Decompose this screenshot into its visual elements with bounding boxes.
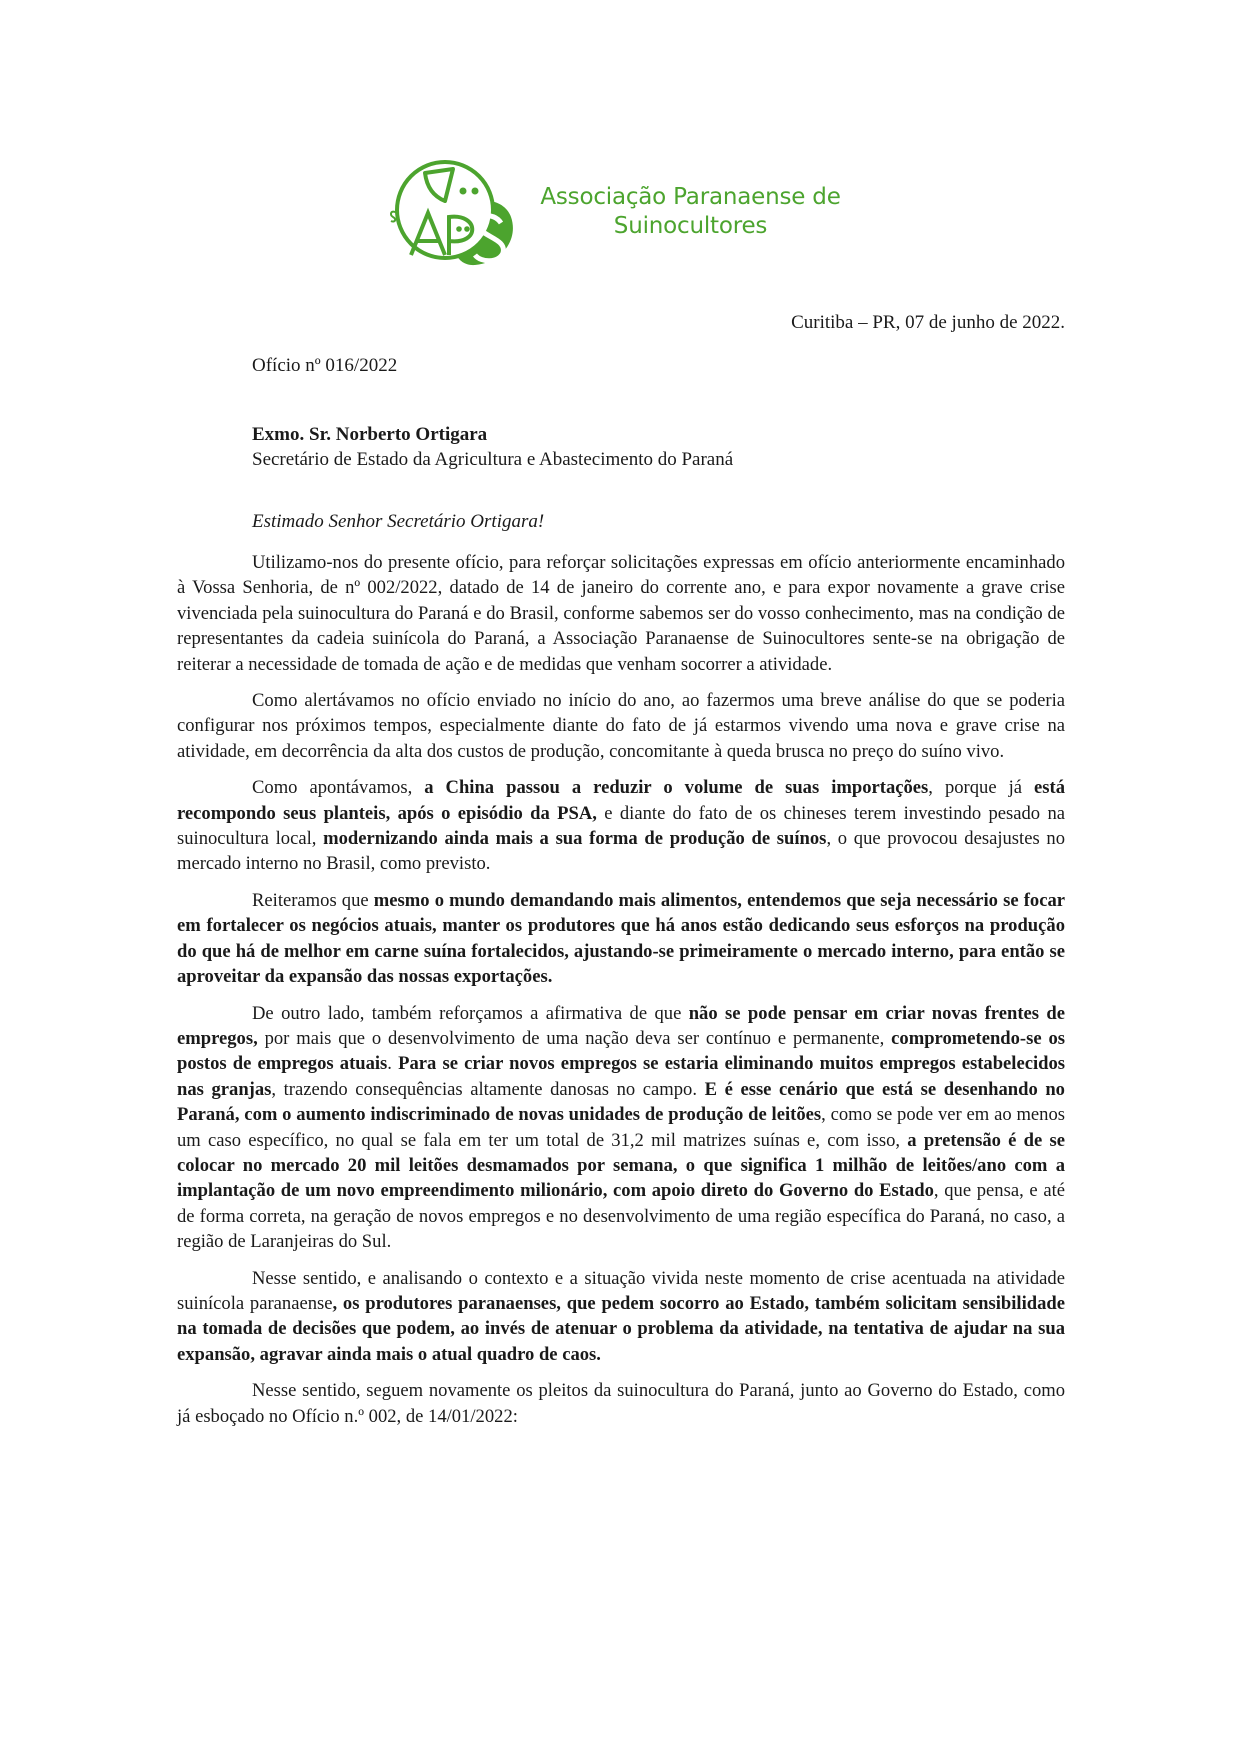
bold-text-run: comprometendo-se os postos de empregos atuais [177,1027,1065,1075]
text-run: Reiteramos que [252,889,374,911]
text-run: , porque já [928,777,1035,799]
text-run: Nesse sentido, seguem novamente os pleitos da suinocultura do Paraná, junto ao Governo do Estado, como já esboçado no Ofício n.º 002, de 14/01/2022: [177,1380,1065,1427]
addressee-name: Exmo. Sr. Norberto Ortigara [252,424,488,445]
document-reference: Ofício nº 016/2022 [252,355,398,376]
organization-name [528,183,853,241]
text-run: , como se pode ver em ao menos um caso específico, no qual se fala em ter um total de 31,2 mil matrizes suínas e, com isso, [177,1104,1066,1151]
body-paragraph [177,550,1065,677]
text-run: Como alertávamos no ofício enviado no início do ano, ao fazermos uma breve análise do que se poderia configurar nos próximos tempos, especialmente diante do fato de já estarmos vivendo uma nova e grave crise na atividade, em decorrência da alta dos custos de produção, concomitante à queda brusca no preço do suíno vivo. [177,690,1065,762]
organization-name-line2: Suinocultores [613,213,768,239]
text-run: por mais que o desenvolvimento de uma nação deva ser contínuo e permanente, [257,1027,892,1049]
bold-text-run: , os produtores paranaenses, que pedem socorro ao Estado, também solicitam sensibilidade na tomada de decisões que podem, ao invés de atenuar o problema da atividade, na tentativa de ajudar na sua expansão, agravar ainda mais o atual quadro de caos. [177,1292,1065,1365]
addressee-title: Secretário de Estado da Agricultura e Abastecimento do Paraná [252,449,734,470]
body-paragraph [177,1001,1065,1255]
bold-text-run: a pretensão é de se colocar no mercado 20 mil leitões desmamados por semana, o que significa 1 milhão de leitões/ano com a implantação de um novo empreendimento milionário, com apoio direto do Governo do Estado [177,1129,1065,1202]
text-run: , trazendo consequências altamente danosas no campo. [271,1078,705,1100]
bold-text-run: modernizando ainda mais a sua forma de produção de suínos [323,828,827,850]
addressee-block [252,422,733,472]
organization-name-line1: Associação Paranaense de [540,184,841,210]
bold-text-run: a China passou a reduzir o volume de suas importações [424,777,929,799]
bold-text-run: mesmo o mundo demandando mais alimentos, entendemos que seja necessário se focar em fortalecer os negócios atuais, manter os produtores que há anos estão dedicando seus esforços na produção do que há de melhor em carne suína fortalecidos, ajustando-se primeiramente o mercado interno, para então se aproveitar da expansão das nossas exportações. [177,889,1065,988]
bold-text-run: E é esse cenário que está se desenhando no Paraná, com o aumento indiscriminado de novas unidades de produção de leitões [177,1078,1065,1126]
text-run: , o que provocou desajustes no mercado interno no Brasil, como previsto. [177,828,1066,875]
bold-text-run: está recompondo seus planteis, após o episódio da PSA, [177,777,1065,824]
body-paragraph [177,775,1065,877]
text-run: Nesse sentido, e analisando o contexto e a situação vivida neste momento de crise acentuada na atividade suinícola paranaense [177,1267,1065,1314]
body-paragraph [177,688,1065,764]
aps-pig-logo-icon [383,155,533,275]
body-paragraph [177,888,1065,990]
text-run: , que pensa, e até de forma correta, na geração de novos empregos e no desenvolvimento de uma região específica do Paraná, no caso, a região de Laranjeiras do Sul. [177,1180,1065,1253]
place-date: Curitiba – PR, 07 de junho de 2022. [791,312,1065,333]
text-run: De outro lado, também reforçamos a afirmativa de que [252,1002,689,1024]
text-run: Utilizamo-nos do presente ofício, para reforçar solicitações expressas em ofício anteriormente encaminhado à Vossa Senhoria, de nº 002/2022, datado de 14 de janeiro do corrente ano, e para expor novamente a grave crise vivenciada pela suinocultura do Paraná e do Brasil, conforme sabemos ser do vosso conhecimento, mas na condição de representantes da cadeia suinícola do Paraná, a Associação Paranaense de Suinocultores sente-se na obrigação de reiterar a necessidade de tomada de ação e de medidas que venham socorrer a atividade. [177,552,1065,675]
text-run: e diante do fato de os chineses terem investindo pesado na suinocultura local, [177,802,1065,850]
text-run: Como apontávamos, [252,777,425,799]
salutation: Estimado Senhor Secretário Ortigara! [252,511,545,532]
bold-text-run: não se pode pensar em criar novas frentes de empregos, [177,1002,1065,1049]
bold-text-run: Para se criar novos empregos se estaria eliminando muitos empregos estabelecidos nas granjas [177,1053,1065,1100]
body-paragraph [177,1266,1065,1368]
body-paragraph [177,1378,1065,1429]
text-run: . [387,1053,399,1075]
letterhead-logo [383,155,853,275]
letter-body [177,550,1065,1440]
